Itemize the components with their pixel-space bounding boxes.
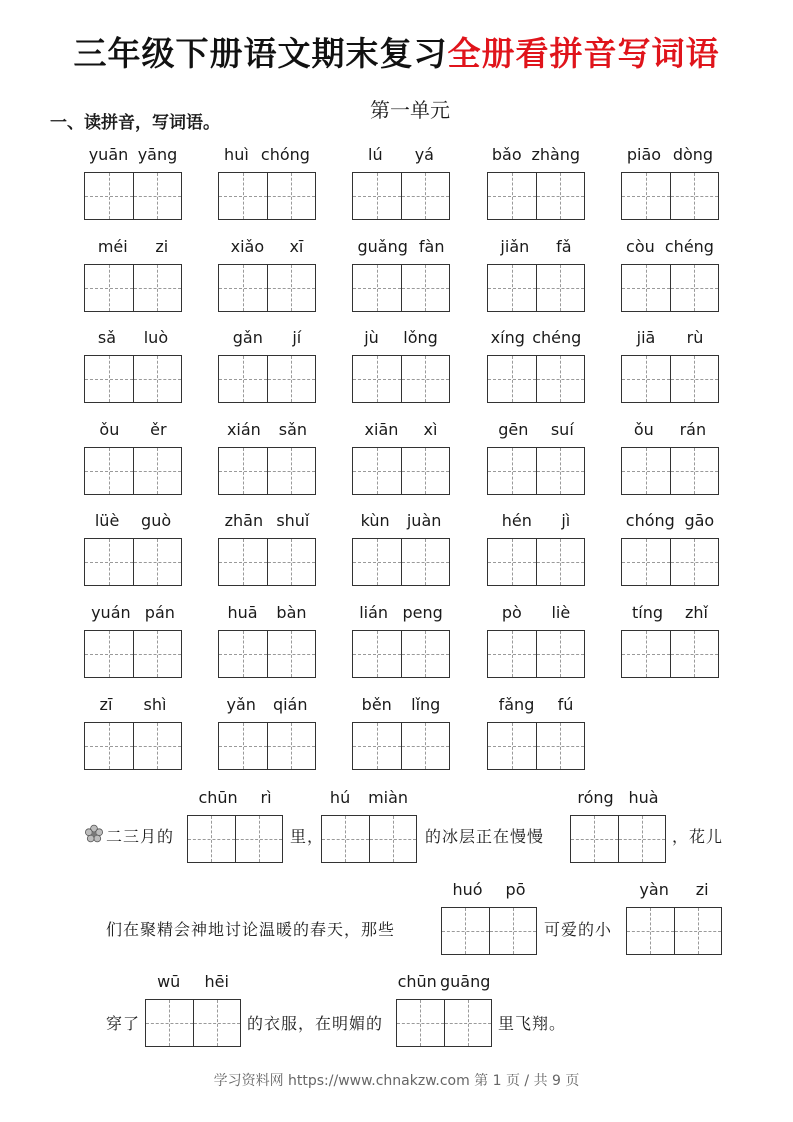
tian-zi-cell[interactable] (622, 173, 670, 219)
writing-box[interactable] (352, 722, 450, 770)
pinyin-syllable: běn (361, 695, 392, 714)
word-item[interactable] (352, 418, 450, 495)
fill-in-box[interactable] (441, 878, 537, 955)
pinyin-syllable: gǎn (232, 328, 263, 347)
pinyin-label (218, 509, 316, 533)
writing-box[interactable] (352, 355, 450, 403)
tian-zi-cell[interactable] (267, 539, 316, 585)
pinyin-label (352, 418, 450, 442)
pinyin-syllable: ěr (150, 420, 167, 439)
pinyin-label (352, 693, 450, 717)
pinyin-syllable: hēi (204, 972, 229, 991)
passage-text: 里， (290, 827, 325, 846)
tian-zi-cell[interactable] (219, 539, 267, 585)
pinyin-syllable: fàn (418, 237, 445, 256)
writing-box[interactable] (218, 630, 316, 678)
pinyin-syllable: zhàng (531, 145, 581, 164)
pinyin-syllable: méi (97, 237, 128, 256)
pinyin-syllable: shuǐ (276, 511, 310, 530)
pinyin-syllable: kùn (360, 511, 390, 530)
pinyin-syllable: chūn (397, 972, 437, 991)
pinyin-syllable: chūn (198, 788, 238, 807)
writing-box[interactable] (352, 447, 450, 495)
writing-box[interactable] (621, 538, 719, 586)
title-red-part: 全册看拼音写词语 (447, 34, 720, 73)
page-footer: 学习资料网 https://www.chnakzw.com 第 1 页 / 共 9 页 (213, 1073, 580, 1089)
tian-zi-cell[interactable] (536, 448, 585, 494)
tian-zi-cell[interactable] (488, 448, 536, 494)
word-item[interactable] (487, 418, 585, 495)
pinyin-syllable: jù (364, 328, 379, 347)
pinyin-syllable: ǒu (633, 420, 654, 439)
tian-zi-cell[interactable] (488, 173, 536, 219)
pinyin-label (621, 601, 719, 625)
word-item[interactable] (84, 326, 182, 403)
writing-box[interactable] (84, 630, 182, 678)
pinyin-syllable: rù (686, 328, 704, 347)
tian-zi-cell[interactable] (353, 448, 401, 494)
pinyin-syllable: jiā (636, 328, 656, 347)
fill-in-box[interactable] (396, 970, 492, 1047)
writing-box[interactable] (487, 447, 585, 495)
pinyin-syllable: zi (695, 880, 709, 899)
pinyin-syllable: sǎ (97, 328, 116, 347)
fill-in-box[interactable] (626, 878, 722, 955)
pinyin-label (84, 601, 182, 625)
word-item[interactable] (218, 326, 316, 403)
pinyin-syllable: yá (414, 145, 434, 164)
tian-zi-cell[interactable] (622, 448, 670, 494)
pinyin-syllable: shì (143, 695, 167, 714)
pinyin-syllable: lǒng (403, 328, 438, 347)
writing-box[interactable] (218, 722, 316, 770)
writing-box[interactable] (487, 172, 585, 220)
writing-box[interactable] (218, 264, 316, 312)
word-item[interactable] (487, 143, 585, 220)
tian-zi-cell[interactable] (536, 265, 585, 311)
pinyin-label (487, 143, 585, 167)
tian-zi-cell[interactable] (133, 631, 182, 677)
pinyin-label (621, 509, 719, 533)
word-item[interactable] (84, 601, 182, 678)
pinyin-syllable: piāo (626, 145, 662, 164)
tian-zi-cell[interactable] (488, 631, 536, 677)
tian-zi-cell[interactable] (488, 539, 536, 585)
word-item[interactable] (84, 418, 182, 495)
pinyin-syllable: juàn (406, 511, 442, 530)
pinyin-syllable: sǎn (278, 420, 308, 439)
tian-zi-cell[interactable] (401, 265, 450, 311)
word-item[interactable] (352, 143, 450, 220)
word-item[interactable] (84, 235, 182, 312)
pinyin-label (218, 235, 316, 259)
pinyin-label (621, 235, 719, 259)
word-item[interactable] (621, 418, 719, 495)
tian-zi-cell[interactable] (401, 631, 450, 677)
tian-zi-cell[interactable] (133, 265, 182, 311)
tian-zi-cell[interactable] (267, 723, 316, 769)
fill-in-box[interactable] (321, 786, 417, 863)
word-item[interactable] (352, 693, 450, 770)
pinyin-syllable: fǎng (498, 695, 535, 714)
section-label: 一、读拼音，写词语。 (50, 113, 220, 133)
word-item[interactable] (621, 326, 719, 403)
pinyin-syllable: chéng (532, 328, 582, 347)
writing-box[interactable] (621, 172, 719, 220)
tian-zi-cell[interactable] (622, 265, 670, 311)
pinyin-syllable: hén (501, 511, 532, 530)
tian-zi-cell[interactable] (85, 265, 133, 311)
tian-zi-cell[interactable] (401, 448, 450, 494)
writing-box[interactable] (84, 172, 182, 220)
pinyin-label (84, 418, 182, 442)
writing-box[interactable] (621, 447, 719, 495)
unit-title: 第一单元 (370, 98, 450, 122)
tian-zi-cell[interactable] (670, 356, 719, 402)
pinyin-label (352, 601, 450, 625)
pinyin-syllable: rán (679, 420, 707, 439)
tian-zi-cell[interactable] (670, 265, 719, 311)
writing-box[interactable] (84, 447, 182, 495)
word-item[interactable] (487, 693, 585, 770)
writing-box[interactable] (352, 264, 450, 312)
word-item[interactable] (84, 143, 182, 220)
writing-box[interactable] (84, 538, 182, 586)
tian-zi-cell[interactable] (353, 265, 401, 311)
writing-box[interactable] (621, 630, 719, 678)
writing-box[interactable] (487, 264, 585, 312)
word-item[interactable] (352, 326, 450, 403)
pinyin-syllable: zi (155, 237, 169, 256)
tian-zi-cell[interactable] (670, 631, 719, 677)
tian-zi-cell[interactable] (133, 539, 182, 585)
tian-zi-cell[interactable] (536, 631, 585, 677)
pinyin-syllable: jì (561, 511, 571, 530)
pinyin-syllable: chóng (625, 511, 675, 530)
tian-zi-cell[interactable] (267, 173, 316, 219)
tian-zi-cell[interactable] (85, 448, 133, 494)
word-item[interactable] (487, 509, 585, 586)
pinyin-label (621, 418, 719, 442)
tian-zi-cell[interactable] (353, 723, 401, 769)
pinyin-syllable: guāng (440, 972, 491, 991)
passage-text: 二三月的 (106, 827, 175, 846)
pinyin-syllable: jí (292, 328, 302, 347)
tian-zi-cell[interactable] (219, 173, 267, 219)
pinyin-label (352, 326, 450, 350)
tian-zi-cell[interactable] (536, 173, 585, 219)
tian-zi-cell[interactable] (133, 448, 182, 494)
pinyin-syllable: gēn (498, 420, 529, 439)
pinyin-label (487, 326, 585, 350)
writing-box[interactable] (487, 722, 585, 770)
writing-box[interactable] (218, 355, 316, 403)
pinyin-syllable: pán (144, 603, 175, 622)
tian-zi-cell[interactable] (267, 631, 316, 677)
word-item[interactable] (352, 235, 450, 312)
pinyin-syllable: liè (551, 603, 571, 622)
tian-zi-cell[interactable] (219, 723, 267, 769)
passage-text: 可爱的小 (544, 920, 613, 939)
pinyin-syllable: bǎo (491, 145, 522, 164)
pinyin-syllable: xì (423, 420, 438, 439)
tian-zi-cell[interactable] (133, 356, 182, 402)
writing-box[interactable] (352, 538, 450, 586)
pinyin-syllable: peng (402, 603, 443, 622)
tian-zi-cell[interactable] (219, 631, 267, 677)
passage-text: 的衣服，在明媚的 (247, 1014, 384, 1033)
pinyin-label (218, 326, 316, 350)
tian-zi-cell[interactable] (353, 173, 401, 219)
pinyin-label (84, 143, 182, 167)
pinyin-syllable: lú (368, 145, 383, 164)
passage-text: 的冰层正在慢慢 (425, 827, 545, 846)
tian-zi-cell[interactable] (670, 448, 719, 494)
pinyin-syllable: chéng (664, 237, 714, 256)
pinyin-syllable: guǎng (357, 237, 408, 256)
pinyin-syllable: bàn (276, 603, 307, 622)
word-item[interactable] (621, 235, 719, 312)
tian-zi-cell[interactable] (133, 173, 182, 219)
word-item[interactable] (218, 418, 316, 495)
pinyin-syllable: huā (227, 603, 258, 622)
pinyin-label (218, 143, 316, 167)
pinyin-syllable: guò (141, 511, 172, 530)
pinyin-label (487, 601, 585, 625)
passage-text: 里飞翔。 (498, 1014, 567, 1033)
pinyin-syllable: xián (226, 420, 261, 439)
pinyin-syllable: xiǎo (230, 237, 265, 256)
word-item[interactable] (352, 509, 450, 586)
pinyin-syllable: huì (224, 145, 249, 164)
pinyin-syllable: róng (577, 788, 614, 807)
tian-zi-cell[interactable] (536, 723, 585, 769)
pinyin-syllable: lián (359, 603, 389, 622)
word-item[interactable] (487, 326, 585, 403)
pinyin-syllable: ǒu (99, 420, 120, 439)
writing-box[interactable] (352, 172, 450, 220)
word-item[interactable] (84, 509, 182, 586)
tian-zi-cell[interactable] (85, 356, 133, 402)
word-item[interactable] (218, 235, 316, 312)
pinyin-label (218, 601, 316, 625)
pinyin-syllable: jiǎn (500, 237, 530, 256)
pinyin-label (487, 509, 585, 533)
word-item[interactable] (487, 235, 585, 312)
pinyin-syllable: qián (272, 695, 308, 714)
pinyin-syllable: rì (260, 788, 272, 807)
tian-zi-cell[interactable] (622, 631, 670, 677)
pinyin-syllable: fǎ (556, 237, 572, 256)
pinyin-syllable: yāng (137, 145, 178, 164)
pinyin-label (84, 326, 182, 350)
pinyin-syllable: xī (289, 237, 304, 256)
pinyin-syllable: miàn (368, 788, 409, 807)
writing-box[interactable] (621, 355, 719, 403)
tian-zi-cell[interactable] (85, 631, 133, 677)
tian-zi-cell[interactable] (219, 356, 267, 402)
writing-box[interactable] (487, 538, 585, 586)
pinyin-syllable: zhǐ (685, 603, 708, 622)
pinyin-label (84, 693, 182, 717)
pinyin-syllable: xiān (364, 420, 399, 439)
tian-zi-cell[interactable] (353, 539, 401, 585)
word-item[interactable] (621, 601, 719, 678)
tian-zi-cell[interactable] (353, 631, 401, 677)
tian-zi-cell[interactable] (267, 448, 316, 494)
page-title (0, 28, 793, 75)
tian-zi-cell[interactable] (670, 173, 719, 219)
word-item[interactable] (487, 601, 585, 678)
tian-zi-cell[interactable] (670, 539, 719, 585)
pinyin-syllable: luò (143, 328, 169, 347)
pinyin-syllable: huó (452, 880, 483, 899)
pinyin-syllable: pō (505, 880, 526, 899)
pinyin-syllable: zhān (224, 511, 264, 530)
pinyin-label (218, 418, 316, 442)
tian-zi-cell[interactable] (85, 723, 133, 769)
title-black-part: 三年级下册语文期末复习 (73, 34, 448, 73)
writing-box[interactable] (218, 172, 316, 220)
writing-box[interactable] (218, 538, 316, 586)
writing-box[interactable] (487, 355, 585, 403)
writing-box[interactable] (84, 264, 182, 312)
writing-box[interactable] (218, 447, 316, 495)
pinyin-label (621, 143, 719, 167)
writing-box[interactable] (84, 722, 182, 770)
pinyin-syllable: pò (501, 603, 522, 622)
tian-zi-cell[interactable] (219, 265, 267, 311)
pinyin-syllable: chóng (260, 145, 310, 164)
fill-in-box[interactable] (145, 970, 241, 1047)
pinyin-syllable: fú (557, 695, 574, 714)
writing-box[interactable] (84, 355, 182, 403)
word-item[interactable] (352, 601, 450, 678)
pinyin-syllable: yàn (639, 880, 669, 899)
tian-zi-cell[interactable] (353, 356, 401, 402)
word-item[interactable] (84, 693, 182, 770)
pinyin-syllable: hú (329, 788, 351, 807)
tian-zi-cell[interactable] (267, 356, 316, 402)
tian-zi-cell[interactable] (488, 265, 536, 311)
word-item[interactable] (621, 143, 719, 220)
tian-zi-cell[interactable] (622, 539, 670, 585)
tian-zi-cell[interactable] (267, 265, 316, 311)
writing-box[interactable] (352, 630, 450, 678)
tian-zi-cell[interactable] (536, 539, 585, 585)
tian-zi-cell[interactable] (85, 539, 133, 585)
tian-zi-cell[interactable] (85, 173, 133, 219)
tian-zi-cell[interactable] (401, 173, 450, 219)
word-item[interactable] (218, 143, 316, 220)
passage-text: 们在聚精会神地讨论温暖的春天，那些 (106, 920, 396, 939)
pinyin-label (487, 693, 585, 717)
pinyin-syllable: tíng (632, 603, 664, 622)
pinyin-syllable: yǎn (226, 695, 256, 714)
pinyin-syllable: lüè (94, 511, 120, 530)
word-item[interactable] (621, 509, 719, 586)
tian-zi-cell[interactable] (536, 356, 585, 402)
pinyin-syllable: yuán (91, 603, 131, 622)
pinyin-label (487, 235, 585, 259)
tian-zi-cell[interactable] (488, 723, 536, 769)
pinyin-label (487, 418, 585, 442)
tian-zi-cell[interactable] (401, 356, 450, 402)
pinyin-label (352, 509, 450, 533)
fill-in-box[interactable] (570, 786, 666, 863)
pinyin-label (621, 326, 719, 350)
pinyin-syllable: yuān (88, 145, 129, 164)
pinyin-syllable: huà (628, 788, 659, 807)
writing-box[interactable] (621, 264, 719, 312)
tian-zi-cell[interactable] (401, 539, 450, 585)
pinyin-label (352, 235, 450, 259)
pinyin-label (218, 693, 316, 717)
word-item[interactable] (218, 693, 316, 770)
passage-text: 穿了 (106, 1014, 141, 1033)
word-item[interactable] (218, 509, 316, 586)
pinyin-syllable: suí (550, 420, 574, 439)
writing-box[interactable] (487, 630, 585, 678)
pinyin-label (84, 509, 182, 533)
pinyin-syllable: wū (157, 972, 181, 991)
pinyin-syllable: gāo (684, 511, 715, 530)
pinyin-label (84, 235, 182, 259)
tian-zi-cell[interactable] (219, 448, 267, 494)
fill-in-box[interactable] (187, 786, 283, 863)
pinyin-syllable: dòng (672, 145, 714, 164)
pinyin-syllable: lǐng (411, 695, 441, 714)
flower-icon (84, 824, 104, 844)
tian-zi-cell[interactable] (622, 356, 670, 402)
tian-zi-cell[interactable] (133, 723, 182, 769)
pinyin-syllable: xíng (490, 328, 525, 347)
pinyin-syllable: còu (626, 237, 655, 256)
tian-zi-cell[interactable] (488, 356, 536, 402)
tian-zi-cell[interactable] (401, 723, 450, 769)
pinyin-syllable: zī (99, 695, 113, 714)
passage-text: ，花儿 (672, 827, 724, 846)
pinyin-label (352, 143, 450, 167)
word-item[interactable] (218, 601, 316, 678)
